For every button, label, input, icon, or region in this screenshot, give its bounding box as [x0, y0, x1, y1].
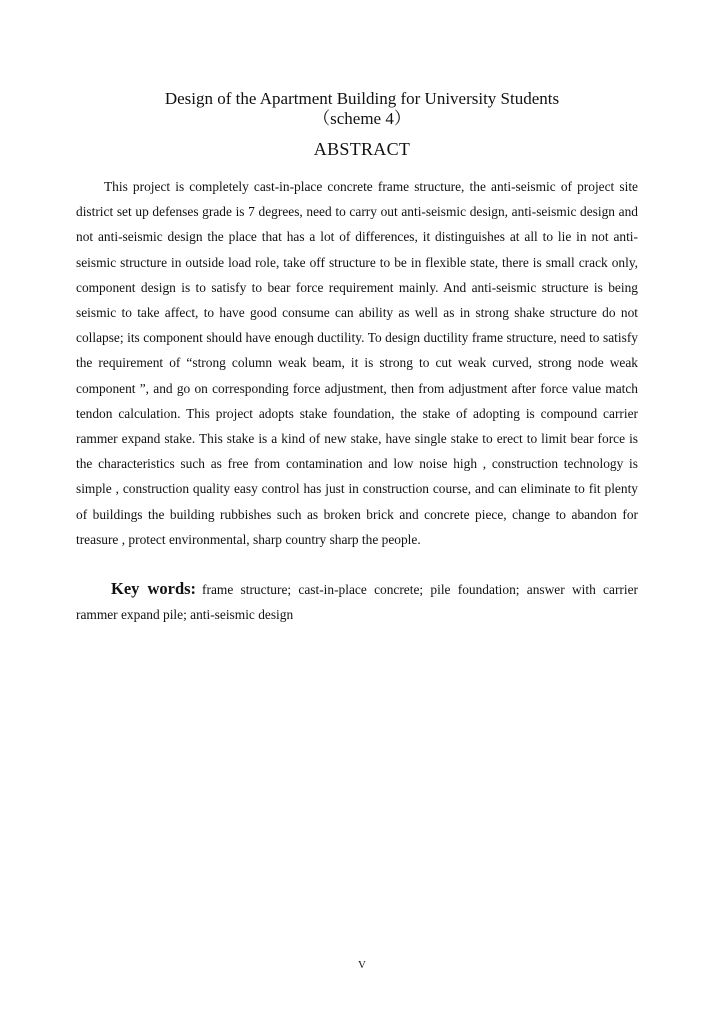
keywords-list: frame structure; cast-in-place concrete; pile foundation; answer with carrier rammer expand pile; anti-seismic design [76, 582, 638, 622]
document-subtitle: （scheme 4） [313, 109, 411, 128]
abstract-heading: ABSTRACT [313, 139, 411, 159]
document-title: Design of the Apartment Building for University Students [164, 89, 560, 108]
keywords-label: Key words: [111, 579, 197, 598]
keywords-paragraph [76, 576, 638, 627]
page-number: V [358, 959, 366, 971]
abstract-paragraph: This project is completely cast-in-place concrete frame structure, the anti-seismic of project site district set up defenses grade is 7 degrees, need to carry out anti-seismic design, anti-seismic design and not anti-seismic design the place that has a lot of differences, it distinguishes at all to lie in not anti-seismic structure in outside load role, take off structure to be in flexible state, there is small crack only, component design is to satisfy to bear force requirement mainly. And anti-seismic structure is being seismic to take affect, to have good consume can ability as well as in strong shake structure do not collapse; its component should have enough ductility. To design ductility frame structure, need to satisfy the requirement of “strong column weak beam, it is strong to cut weak curved, strong node weak component ”, and go on corresponding force adjustment, then from adjustment after force value match tendon calculation. This project adopts stake foundation, the stake of adopting is compound carrier rammer expand stake. This stake is a kind of new stake, have single stake to erect to limit bear force is the characteristics such as free from contamination and low noise high , construction technology is simple , construction quality easy control has just in construction course, and can eliminate to fit plenty of buildings the building rubbishes such as broken brick and concrete piece, change to abandon for treasure , protect environmental, sharp country sharp the people. [76, 179, 638, 547]
